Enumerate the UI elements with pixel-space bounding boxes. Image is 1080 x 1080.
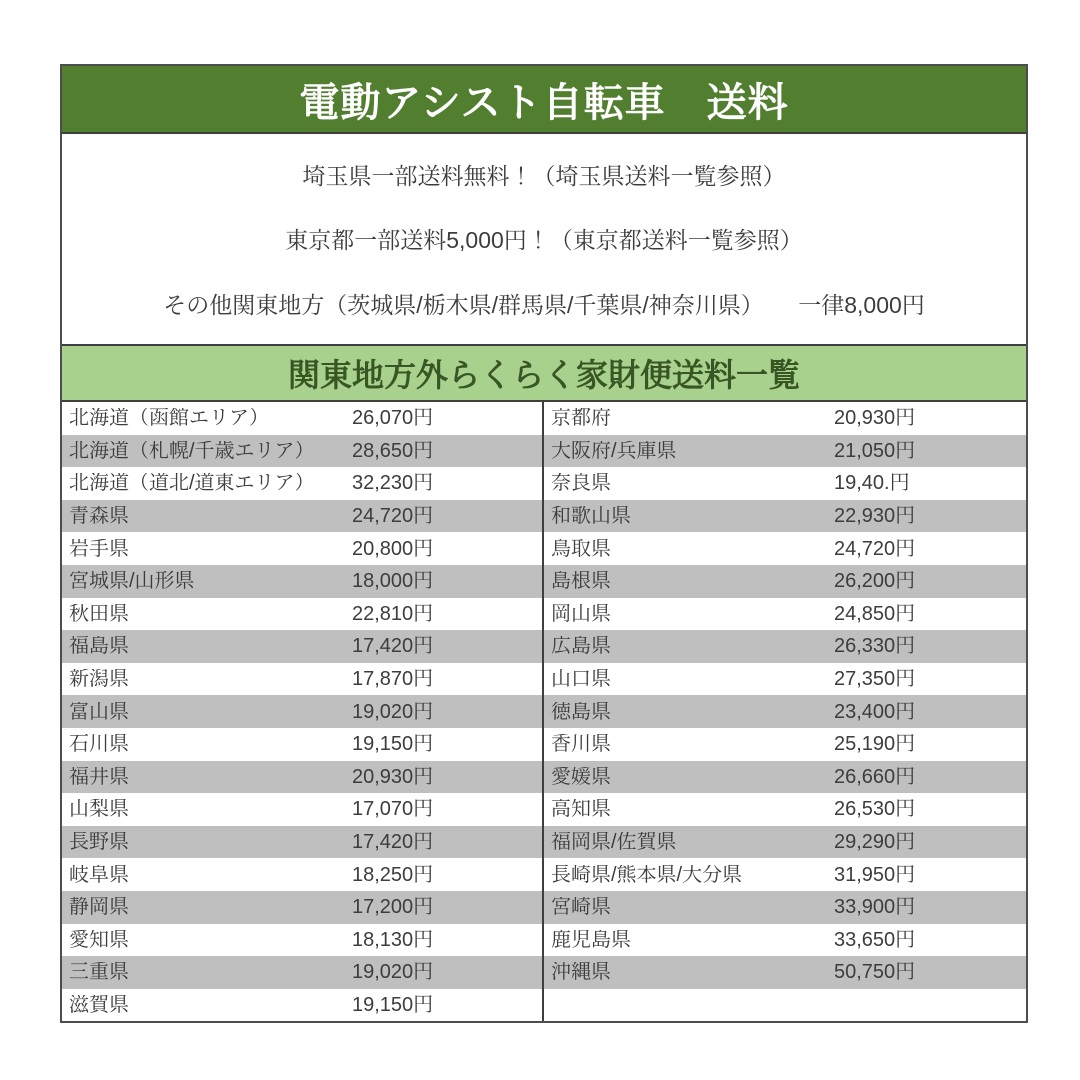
table-row xyxy=(62,663,542,696)
title-bar xyxy=(62,66,1026,134)
table-row xyxy=(544,989,1026,1022)
table-row xyxy=(62,761,542,794)
price-cell: 28,650円 xyxy=(352,440,434,461)
price-cell: 18,130円 xyxy=(352,929,434,950)
region-cell: 北海道（札幌/千歳エリア） xyxy=(69,440,315,461)
price-cell: 26,660円 xyxy=(834,766,916,787)
region-cell: 長野県 xyxy=(69,832,129,853)
price-cell: 29,290円 xyxy=(834,832,916,853)
price-cell: 19,40.円 xyxy=(834,473,910,494)
table-row xyxy=(62,500,542,533)
shipping-info-sheet xyxy=(60,64,1028,1023)
table-row xyxy=(544,532,1026,565)
region-cell: 高知県 xyxy=(551,799,611,820)
price-cell: 19,020円 xyxy=(352,701,434,722)
region-cell: 奈良県 xyxy=(551,473,611,494)
price-cell: 17,420円 xyxy=(352,832,434,853)
price-cell: 32,230円 xyxy=(352,473,434,494)
region-cell: 島根県 xyxy=(551,571,611,592)
region-cell: 青森県 xyxy=(69,506,129,527)
table-header-bar xyxy=(62,344,1026,402)
table-row xyxy=(62,565,542,598)
price-cell: 17,200円 xyxy=(352,897,434,918)
region-cell: 大阪府/兵庫県 xyxy=(551,440,677,461)
region-cell: 三重県 xyxy=(69,962,129,983)
price-cell: 50,750円 xyxy=(834,962,916,983)
price-cell: 24,850円 xyxy=(834,603,916,624)
table-row xyxy=(544,858,1026,891)
price-cell: 20,930円 xyxy=(834,408,916,429)
region-cell: 滋賀県 xyxy=(69,994,129,1015)
table-row xyxy=(544,728,1026,761)
region-cell: 岩手県 xyxy=(69,538,129,559)
shipping-fee-table xyxy=(62,402,1026,1021)
price-cell: 24,720円 xyxy=(834,538,916,559)
table-row xyxy=(62,630,542,663)
region-cell: 北海道（道北/道東エリア） xyxy=(69,473,315,494)
table-row xyxy=(62,858,542,891)
table-row xyxy=(544,598,1026,631)
region-cell: 広島県 xyxy=(551,636,611,657)
price-cell: 17,870円 xyxy=(352,669,434,690)
price-cell: 26,070円 xyxy=(352,408,434,429)
table-row xyxy=(62,989,542,1022)
region-cell: 宮城県/山形県 xyxy=(69,571,195,592)
table-row xyxy=(62,532,542,565)
table-row xyxy=(62,793,542,826)
region-cell: 鹿児島県 xyxy=(551,929,631,950)
region-cell: 京都府 xyxy=(551,408,611,429)
price-cell: 24,720円 xyxy=(352,506,434,527)
table-row xyxy=(544,695,1026,728)
region-cell: 福井県 xyxy=(69,766,129,787)
price-cell: 26,530円 xyxy=(834,799,916,820)
region-cell: 愛媛県 xyxy=(551,766,611,787)
price-cell: 22,810円 xyxy=(352,603,434,624)
note-saitama: 埼玉県一部送料無料！（埼玉県送料一覧参照） xyxy=(302,162,786,189)
table-row xyxy=(544,793,1026,826)
table-row xyxy=(62,924,542,957)
region-cell: 岐阜県 xyxy=(69,864,129,885)
table-row xyxy=(544,402,1026,435)
price-cell: 21,050円 xyxy=(834,440,916,461)
price-cell: 33,900円 xyxy=(834,897,916,918)
region-cell: 福岡県/佐賀県 xyxy=(551,832,677,853)
price-cell: 25,190円 xyxy=(834,734,916,755)
table-right-column xyxy=(544,402,1026,1021)
table-row xyxy=(544,565,1026,598)
price-cell: 17,070円 xyxy=(352,799,434,820)
region-cell: 沖縄県 xyxy=(551,962,611,983)
table-left-column xyxy=(62,402,544,1021)
region-cell: 静岡県 xyxy=(69,897,129,918)
region-cell: 長崎県/熊本県/大分県 xyxy=(551,864,743,885)
table-row xyxy=(62,728,542,761)
region-cell: 岡山県 xyxy=(551,603,611,624)
table-row xyxy=(62,435,542,468)
table-row xyxy=(544,500,1026,533)
price-cell: 20,930円 xyxy=(352,766,434,787)
region-cell: 福島県 xyxy=(69,636,129,657)
price-cell: 17,420円 xyxy=(352,636,434,657)
table-row xyxy=(62,695,542,728)
region-cell: 鳥取県 xyxy=(551,538,611,559)
table-row xyxy=(544,826,1026,859)
table-title: 関東地方外らくらく家財便送料一覧 xyxy=(287,357,800,393)
region-cell: 愛知県 xyxy=(69,929,129,950)
table-row xyxy=(62,402,542,435)
table-row xyxy=(544,435,1026,468)
price-cell: 33,650円 xyxy=(834,929,916,950)
table-row xyxy=(544,924,1026,957)
price-cell: 26,330円 xyxy=(834,636,916,657)
region-cell: 富山県 xyxy=(69,701,129,722)
price-cell: 27,350円 xyxy=(834,669,916,690)
region-cell: 石川県 xyxy=(69,734,129,755)
region-cell: 山口県 xyxy=(551,669,611,690)
table-row xyxy=(544,891,1026,924)
table-row xyxy=(544,956,1026,989)
price-cell: 19,150円 xyxy=(352,994,434,1015)
table-row xyxy=(544,630,1026,663)
region-cell: 新潟県 xyxy=(69,669,129,690)
region-cell: 北海道（函館エリア） xyxy=(69,408,269,429)
price-cell: 31,950円 xyxy=(834,864,916,885)
region-cell: 秋田県 xyxy=(69,603,129,624)
price-cell: 19,020円 xyxy=(352,962,434,983)
table-row xyxy=(62,826,542,859)
price-cell: 19,150円 xyxy=(352,734,434,755)
price-cell: 26,200円 xyxy=(834,571,916,592)
price-cell: 22,930円 xyxy=(834,506,916,527)
table-row xyxy=(62,891,542,924)
table-row xyxy=(62,956,542,989)
table-row xyxy=(62,598,542,631)
price-cell: 23,400円 xyxy=(834,701,916,722)
notes-section xyxy=(62,134,1026,344)
page-title: 電動アシスト自転車 送料 xyxy=(299,80,789,125)
region-cell: 山梨県 xyxy=(69,799,129,820)
region-cell: 香川県 xyxy=(551,734,611,755)
region-cell: 徳島県 xyxy=(551,701,611,722)
price-cell: 18,000円 xyxy=(352,571,434,592)
table-row xyxy=(544,467,1026,500)
table-row xyxy=(62,467,542,500)
region-cell: 和歌山県 xyxy=(551,506,631,527)
table-row xyxy=(544,761,1026,794)
table-row xyxy=(544,663,1026,696)
note-tokyo: 東京都一部送料5,000円！（東京都送料一覧参照） xyxy=(285,227,803,254)
region-cell: 宮崎県 xyxy=(551,897,611,918)
note-other-kanto: その他関東地方（茨城県/栃木県/群馬県/千葉県/神奈川県） 一律8,000円 xyxy=(163,292,925,319)
price-cell: 18,250円 xyxy=(352,864,434,885)
price-cell: 20,800円 xyxy=(352,538,434,559)
